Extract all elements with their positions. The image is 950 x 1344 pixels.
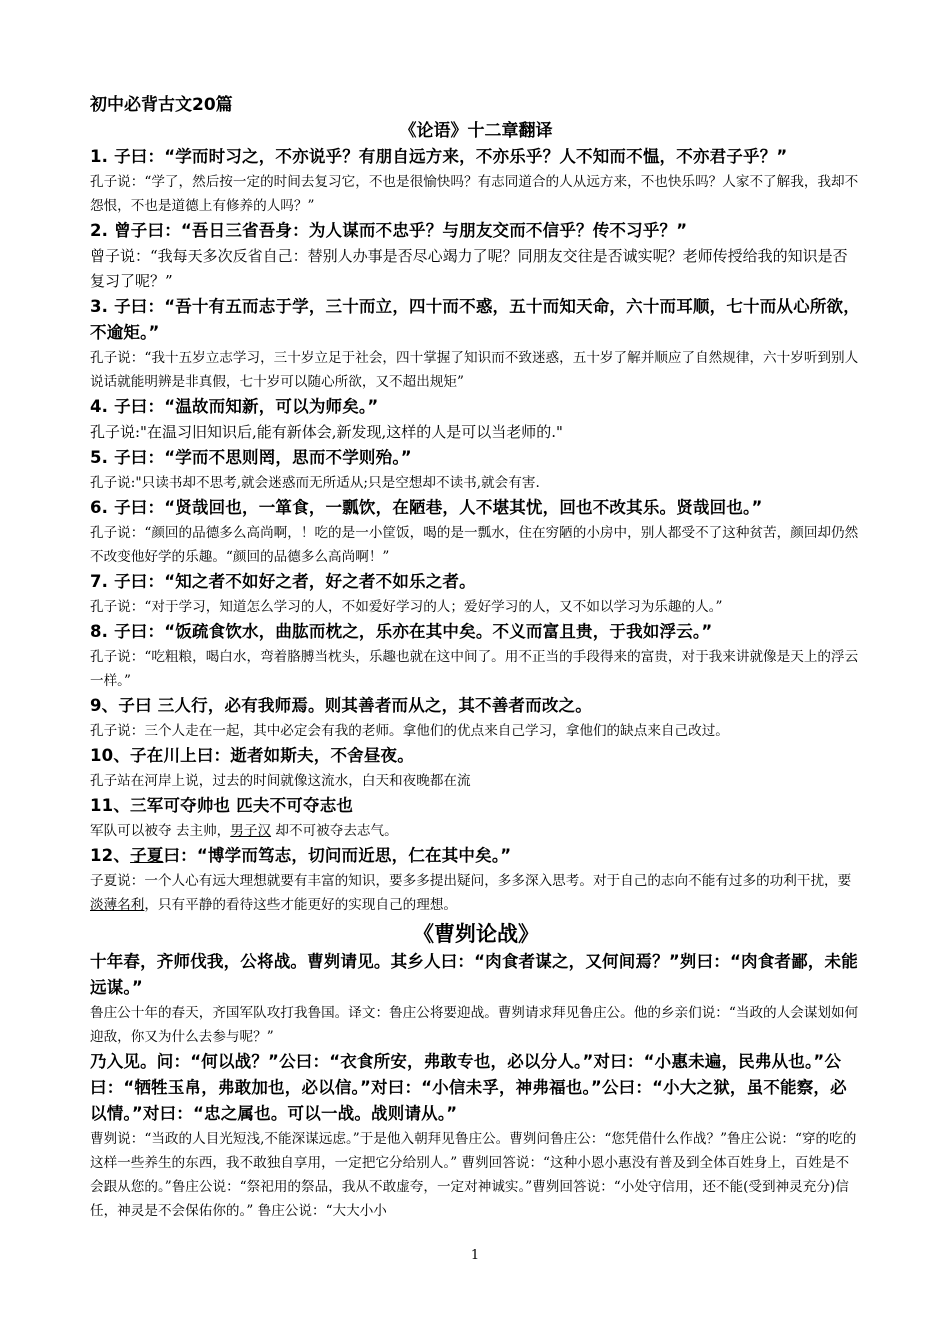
translation-text: 孔子说:"只读书却不思考,就会迷惑而无所适从;只是空想却不读书,就会有害. [90, 475, 540, 491]
translation-text: 孔子说：三个人走在一起，其中必定会有我的老师。拿他们的优点来自己学习，拿他们的缺点来自己改过。 [90, 723, 729, 739]
translation-text [90, 869, 862, 917]
passage-part: 曰：“博学而笃志，切问而近思，仁在其中矣。” [163, 846, 512, 865]
page-number: 1 [470, 1248, 480, 1263]
translation-text: 孔子说：“学了，然后按一定的时间去复习它，不也是很愉快吗？有志同道合的人从远方来，不也快乐吗？人家不了解我，我却不怨恨，不也是道德上有修养的人吗？” [90, 174, 859, 214]
document-page [90, 92, 862, 1223]
translation-text: 孔子说:"在温习旧知识后,能有新体会,新发现,这样的人是可以当老师的." [90, 423, 563, 441]
passage-part: 12、 [90, 846, 131, 865]
translation-text: 曾子说：“我每天多次反省自己：替别人办事是否尽心竭力了呢？同朋友交往是否诚实呢？老师传授给我的知识是否复习了呢？” [90, 247, 848, 290]
underlined-term: 子夏 [130, 846, 164, 865]
passage-text: 3. 子曰：“吾十有五而志于学，三十而立，四十而不惑，五十而知天命，六十而耳顺，七十而从心所欲，不逾矩。” [90, 297, 860, 342]
translation-part: 子夏说：一个人心有远大理想就要有丰富的知识，要多多提出疑问，多多深入思考。对于自己的志向不能有过多的功利干扰，要 [90, 873, 852, 889]
section-title-caogui: 《曹刿论战》 [413, 922, 539, 946]
passage-text: 4. 子曰：“温故而知新，可以为师矣。” [90, 397, 379, 416]
translation-text: 曹刿说：“当政的人目光短浅,不能深谋远虑。”于是他入朝拜见鲁庄公。曹刿问鲁庄公：“您凭借什么作战？”鲁庄公说：“穿的吃的这样一些养生的东西，我不敢独自享用，一定把它分给别人。” 曹刿回答说：“这种小恩小惠没有普及到全体百姓身上，百姓是不会跟从您的。”鲁庄公说：“祭祀用的祭品，我从不敢虚夸，一定对神诚实。”曹刿回答说：“小处守信用，还不能(受到神灵充分)信任，神灵是不会保佑你的。” 鲁庄公说：“大大小小 [90, 1131, 857, 1219]
translation-text [90, 819, 862, 843]
passage-text: 6. 子曰：“贤哉回也，一箪食，一瓢饮，在陋巷，人不堪其忧，回也不改其乐。贤哉回也。” [90, 498, 763, 517]
translation-text: 孔子说：“吃粗粮，喝白水，弯着胳膊当枕头，乐趣也就在这中间了。用不正当的手段得来的富贵，对于我来讲就像是天上的浮云一样。” [90, 649, 859, 689]
passage-text [90, 843, 862, 869]
translation-text: 孔子站在河岸上说，过去的时间就像这流水，白天和夜晚都在流 [90, 773, 471, 789]
translation-text: 孔子说：“颜回的品德多么高尚啊，！吃的是一小筐饭，喝的是一瓢水，住在穷陋的小房中，别人都受不了这种贫苦，颜回却仍然不改变他好学的乐趣。“颜回的品德多么高尚啊！” [90, 525, 859, 565]
translation-part: ，只有平静的看待这些才能更好的实现自己的理想。 [144, 897, 458, 913]
underlined-term: 男子汉 [230, 823, 272, 839]
underlined-term: 淡薄名利 [90, 897, 145, 913]
passage-text: 5. 子曰：“学而不思则罔，思而不学则殆。” [90, 448, 412, 467]
passage-text: 乃入见。问：“何以战？”公曰：“衣食所安，弗敢专也，必以分人。”对曰：“小惠未遍，民弗从也。”公曰：“牺牲玉帛，弗敢加也，必以信。”对曰：“小信未孚，神弗福也。”公曰：“小大之狱，虽不能察，必以情。”对曰：“忠之属也。可以一战。战则请从。” [90, 1052, 847, 1123]
passage-text: 10、子在川上曰：逝者如斯夫，不舍昼夜。 [90, 746, 414, 765]
translation-text: 孔子说：“我十五岁立志学习，三十岁立足于社会，四十掌握了知识而不致迷惑，五十岁了解并顺应了自然规律，六十岁听到别人说话就能明辨是非真假，七十岁可以随心所欲，又不超出规矩” [90, 350, 859, 390]
passage-text: 十年春，齐师伐我，公将战。曹刿请见。其乡人曰：“肉食者谋之，又何间焉？”刿曰：“肉食者鄙，未能远谋。” [90, 952, 858, 997]
translation-text: 孔子说：“对于学习，知道怎么学习的人，不如爱好学习的人；爱好学习的人，又不如以学习为乐趣的人。” [90, 599, 723, 615]
translation-text: 鲁庄公十年的春天，齐国军队攻打我鲁国。译文：鲁庄公将要迎战。曹刿请求拜见鲁庄公。他的乡亲们说：“当政的人会谋划如何迎敌，你又为什么去参与呢？” [90, 1005, 859, 1045]
passage-text: 11、三军可夺帅也 匹夫不可夺志也 [90, 796, 354, 815]
translation-part: 却不可被夺去志气。 [271, 823, 398, 839]
passage-text: 2. 曾子曰：“吾日三省吾身：为人谋而不忠乎？与朋友交而不信乎？传不习乎？” [90, 221, 688, 240]
passage-text: 7. 子曰：“知之者不如好之者，好之者不如乐之者。 [90, 572, 476, 591]
section-title-lunyu: 《论语》十二章翻译 [399, 121, 553, 141]
passage-text: 8. 子曰：“饭疏食饮水，曲肱而枕之，乐亦在其中矣。不义而富且贵，于我如浮云。” [90, 622, 713, 641]
passage-text: 1. 子曰：“学而时习之，不亦说乎？有朋自远方来，不亦乐乎？人不知而不愠，不亦君子乎？” [90, 147, 788, 166]
document-title: 初中必背古文20篇 [90, 95, 233, 115]
passage-text: 9、子曰 三人行，必有我师焉。则其善者而从之，其不善者而改之。 [90, 696, 592, 715]
translation-part: 军队可以被夺 去主帅， [90, 823, 231, 839]
